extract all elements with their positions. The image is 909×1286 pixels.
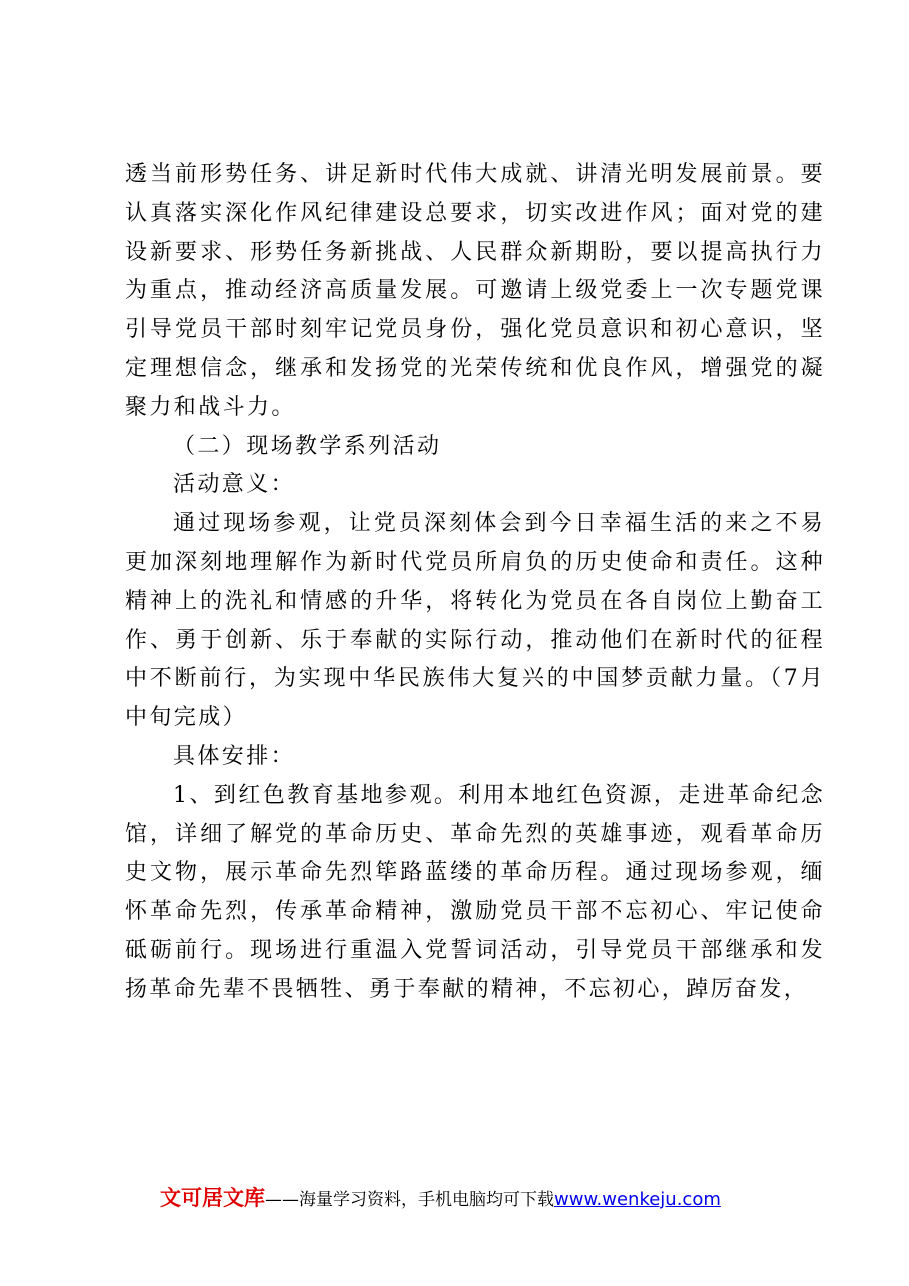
footer-url-link[interactable]: www.wenkeju.com xyxy=(554,1189,721,1210)
paragraph-continuation: 透当前形势任务、讲足新时代伟大成就、讲清光明发展前景。要认真落实深化作风纪律建设总要求，切实改进作风；面对党的建设新要求、形势任务新挑战、人民群众新期盼，要以提高执行力为重点，推动经济高质量发展。可邀请上级党委上一次专题党课引导党员干部时刻牢记党员身份，强化党员意识和初心意识，坚定理想信念，继承和发扬党的光荣传统和优良作风，增强党的凝聚力和战斗力。 xyxy=(125,162,825,420)
footer-brand: 文可居文库 xyxy=(160,1186,265,1210)
paragraph-activity-meaning: 通过现场参观，让党员深刻体会到今日幸福生活的来之不易更加深刻地理解作为新时代党员所肩负的历史使命和责任。这种精神上的洗礼和情感的升华，将转化为党员在各自岗位上勤奋工作、勇于创新、乐于奉献的实际行动，推动他们在新时代的征程中不断前行，为实现中华民族伟大复兴的中国梦贡献力量。（7月中旬完成） xyxy=(125,511,825,731)
document-body xyxy=(125,156,825,1010)
subheading-arrangement: 具体安排： xyxy=(173,743,296,769)
footer-banner xyxy=(160,1183,800,1213)
footer-tagline: ——海量学习资料，手机电脑均可下载 xyxy=(265,1190,554,1210)
subheading-activity-meaning: 活动意义： xyxy=(173,472,296,498)
paragraph-arrangement-item-1: 1、到红色教育基地参观。利用本地红色资源，走进革命纪念馆，详细了解党的革命历史、革命先烈的英雄事迹，观看革命历史文物，展示革命先烈筚路蓝缕的革命历程。通过现场参观，缅怀革命先烈，传承革命精神，激励党员干部不忘初心、牢记使命砥砺前行。现场进行重温入党誓词活动，引导党员干部继承和发扬革命先辈不畏牺牲、勇于奉献的精神，不忘初心，踔厉奋发， xyxy=(125,782,825,1002)
section-heading: （二）现场教学系列活动 xyxy=(173,433,442,459)
